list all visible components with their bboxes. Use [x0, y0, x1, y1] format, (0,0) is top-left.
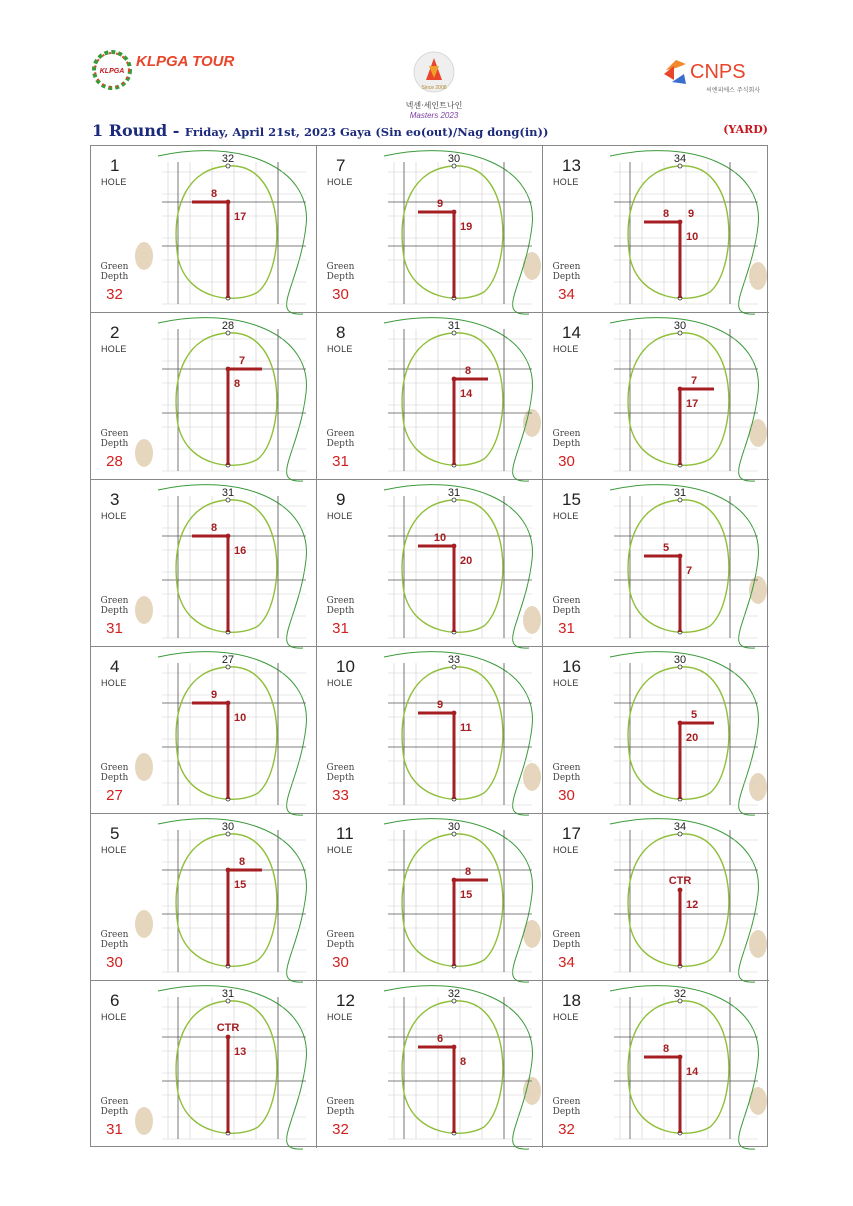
green-depth-value: 33 — [332, 787, 349, 804]
hole-info — [91, 814, 138, 980]
bunker-shape — [135, 439, 153, 467]
pin-side-distance: 5 — [690, 709, 698, 721]
green-outline — [628, 333, 729, 465]
logo-center-line2: Masters 2023 — [409, 111, 459, 120]
rough-line — [158, 819, 306, 982]
hole-card-18 — [543, 981, 769, 1148]
pin-side-distance: 8 — [238, 856, 246, 868]
bunker-shape — [749, 930, 767, 958]
bunker-shape — [135, 242, 153, 270]
pin-side2-distance: 9 — [688, 208, 695, 220]
hole-info — [317, 981, 364, 1148]
hole-number: 3 — [110, 490, 120, 509]
round-detail: Friday, April 21st, 2023 Gaya (Sin eo(out)/Nag dong(in)) — [184, 125, 549, 139]
pin-front-distance: 10 — [234, 712, 247, 724]
pin-front-distance: 20 — [460, 555, 473, 567]
green-outline — [628, 834, 729, 966]
hole-info — [317, 146, 364, 312]
green-outline — [402, 667, 503, 799]
hole-label: HOLE — [553, 511, 579, 521]
green-depth-label: Green Depth — [552, 429, 581, 449]
bunker-shape — [135, 596, 153, 624]
hole-number: 5 — [110, 824, 120, 843]
green-svg — [138, 647, 316, 812]
green-diagram — [138, 981, 316, 1146]
green-svg — [138, 480, 316, 645]
pin-marker — [452, 878, 457, 883]
green-depth-top: 30 — [673, 320, 687, 332]
hole-card-11 — [317, 814, 543, 981]
green-depth-label: Green Depth — [326, 262, 355, 282]
bunker-shape — [135, 910, 153, 938]
cnps-logo — [662, 52, 762, 96]
hole-info — [317, 814, 364, 980]
pin-front-distance: 15 — [234, 879, 247, 891]
hole-card-9 — [317, 480, 543, 647]
green-depth-top: 31 — [447, 320, 461, 332]
green-depth-value: 32 — [332, 1121, 349, 1138]
pin-side-distance: 8 — [210, 522, 218, 534]
hole-info — [91, 647, 138, 813]
hole-card-12 — [317, 981, 543, 1148]
pin-front-distance: 16 — [234, 545, 247, 557]
hole-number: 1 — [110, 156, 120, 175]
green-svg — [364, 313, 542, 478]
pin-side-distance: CTR — [216, 1022, 240, 1034]
green-depth-label: Green Depth — [326, 1097, 355, 1117]
pin-marker — [226, 1035, 231, 1040]
hole-number: 7 — [336, 156, 346, 175]
hole-number: 9 — [336, 490, 346, 509]
green-depth-value: 27 — [106, 787, 123, 804]
pin-marker — [678, 220, 683, 225]
green-outline — [402, 333, 503, 465]
pin-marker — [678, 1055, 683, 1060]
pin-front-distance: 19 — [460, 221, 473, 233]
hole-label: HOLE — [101, 1012, 127, 1022]
green-depth-label: Green Depth — [552, 262, 581, 282]
hole-card-15 — [543, 480, 769, 647]
hole-grid — [90, 145, 768, 1147]
green-depth-label: Green Depth — [326, 429, 355, 449]
pin-marker — [452, 377, 457, 382]
green-svg — [364, 146, 542, 311]
hole-number: 4 — [110, 657, 120, 676]
hole-label: HOLE — [327, 344, 353, 354]
green-depth-value: 30 — [332, 954, 349, 971]
hole-card-6 — [91, 981, 317, 1148]
hole-card-8 — [317, 313, 543, 480]
hole-info — [91, 981, 138, 1148]
green-depth-label: Green Depth — [100, 596, 129, 616]
hole-label: HOLE — [553, 177, 579, 187]
green-diagram — [364, 647, 542, 812]
green-svg — [590, 146, 768, 311]
green-svg — [138, 981, 316, 1146]
pin-front-distance: 8 — [234, 378, 241, 390]
hole-label: HOLE — [101, 511, 127, 521]
pin-marker — [226, 701, 231, 706]
logo-right-text: CNPS — [690, 61, 746, 83]
green-svg — [590, 313, 768, 478]
green-outline — [176, 1001, 277, 1133]
pin-marker — [452, 711, 457, 716]
green-diagram — [138, 814, 316, 979]
hole-info — [543, 981, 590, 1148]
hole-card-13 — [543, 146, 769, 313]
green-depth-top: 27 — [221, 654, 235, 666]
hole-number: 14 — [562, 323, 581, 342]
hole-info — [91, 313, 138, 479]
rough-line — [610, 819, 758, 982]
hole-label: HOLE — [327, 1012, 353, 1022]
hole-card-7 — [317, 146, 543, 313]
hole-info — [543, 146, 590, 312]
hole-info — [91, 146, 138, 312]
hole-info — [91, 480, 138, 646]
pin-side-distance: CTR — [668, 875, 692, 887]
pin-front-distance: 14 — [460, 388, 473, 400]
green-outline — [176, 500, 277, 632]
pin-side-distance: 7 — [238, 355, 246, 367]
hole-label: HOLE — [327, 845, 353, 855]
green-depth-label: Green Depth — [552, 1097, 581, 1117]
hole-number: 16 — [562, 657, 581, 676]
green-depth-value: 31 — [332, 620, 349, 637]
green-outline — [628, 667, 729, 799]
green-depth-value: 31 — [558, 620, 575, 637]
green-svg — [138, 313, 316, 478]
rough-line — [384, 652, 532, 815]
green-outline — [176, 333, 277, 465]
logo-left-text: KLPGA TOUR — [136, 53, 235, 70]
green-diagram — [590, 146, 768, 311]
rough-line — [384, 318, 532, 481]
green-svg — [590, 480, 768, 645]
hole-info — [317, 313, 364, 479]
pin-side-distance: 8 — [210, 188, 218, 200]
pin-marker — [452, 544, 457, 549]
hole-number: 13 — [562, 156, 581, 175]
green-depth-value: 31 — [106, 620, 123, 637]
pin-side-distance: 9 — [436, 198, 444, 210]
hole-label: HOLE — [101, 845, 127, 855]
hole-info — [317, 647, 364, 813]
pin-side-distance: 7 — [690, 375, 698, 387]
green-svg — [138, 814, 316, 979]
hole-info — [317, 480, 364, 646]
pin-side-distance: 6 — [436, 1033, 444, 1045]
green-svg — [590, 814, 768, 979]
hole-label: HOLE — [327, 177, 353, 187]
green-depth-value: 30 — [332, 286, 349, 303]
green-depth-label: Green Depth — [552, 930, 581, 950]
pin-front-distance: 8 — [460, 1056, 467, 1068]
pin-marker — [226, 534, 231, 539]
green-svg — [364, 814, 542, 979]
hole-number: 15 — [562, 490, 581, 509]
rough-line — [158, 485, 306, 648]
green-outline — [628, 1001, 729, 1133]
rough-line — [384, 819, 532, 982]
green-depth-top: 32 — [221, 153, 235, 165]
green-diagram — [590, 981, 768, 1146]
title-row — [92, 121, 768, 143]
green-outline — [176, 834, 277, 966]
green-depth-label: Green Depth — [326, 596, 355, 616]
hole-label: HOLE — [327, 511, 353, 521]
pin-side-distance: 9 — [436, 699, 444, 711]
svg-text:KLPGA: KLPGA — [99, 68, 125, 75]
rough-line — [158, 986, 306, 1149]
rough-line — [384, 485, 532, 648]
pin-marker — [452, 210, 457, 215]
green-diagram — [364, 480, 542, 645]
green-diagram — [590, 480, 768, 645]
green-depth-value: 30 — [106, 954, 123, 971]
green-diagram — [364, 313, 542, 478]
green-svg — [364, 647, 542, 812]
hole-card-14 — [543, 313, 769, 480]
green-svg — [364, 480, 542, 645]
green-diagram — [138, 313, 316, 478]
green-depth-label: Green Depth — [552, 596, 581, 616]
pin-marker — [678, 387, 683, 392]
green-outline — [402, 500, 503, 632]
hole-label: HOLE — [553, 344, 579, 354]
hole-card-3 — [91, 480, 317, 647]
green-depth-top: 34 — [673, 153, 687, 165]
pin-front-distance: 15 — [460, 889, 473, 901]
hole-label: HOLE — [101, 177, 127, 187]
hole-info — [543, 814, 590, 980]
pin-side-distance: 9 — [210, 689, 218, 701]
green-depth-value: 28 — [106, 453, 123, 470]
hole-label: HOLE — [553, 845, 579, 855]
hole-card-10 — [317, 647, 543, 814]
pin-front-distance: 7 — [686, 565, 693, 577]
pin-side-distance: 10 — [433, 532, 447, 544]
rough-line — [158, 652, 306, 815]
pin-front-distance: 14 — [686, 1066, 699, 1078]
green-diagram — [364, 814, 542, 979]
bunker-shape — [523, 763, 541, 791]
green-depth-top: 34 — [673, 821, 687, 833]
hole-number: 11 — [336, 824, 354, 843]
green-depth-label: Green Depth — [100, 1097, 129, 1117]
bunker-shape — [749, 262, 767, 290]
rough-line — [610, 151, 758, 314]
hole-info — [543, 313, 590, 479]
rough-line — [610, 986, 758, 1149]
bunker-shape — [523, 606, 541, 634]
logo-right-subtext: 씨엔피에스 주식회사 — [706, 87, 761, 94]
rough-line — [610, 485, 758, 648]
pin-side-distance: 5 — [662, 542, 670, 554]
pin-marker — [678, 721, 683, 726]
pin-marker — [226, 868, 231, 873]
green-depth-top: 32 — [673, 988, 687, 1000]
green-diagram — [138, 146, 316, 311]
green-depth-top: 33 — [447, 654, 461, 666]
bunker-shape — [135, 1107, 153, 1135]
green-svg — [364, 981, 542, 1146]
svg-text:Since 2008: Since 2008 — [421, 85, 447, 91]
pin-side-distance: 8 — [464, 365, 472, 377]
pin-front-distance: 13 — [234, 1046, 247, 1058]
hole-number: 17 — [562, 824, 581, 843]
rough-line — [610, 318, 758, 481]
green-depth-label: Green Depth — [552, 763, 581, 783]
hole-label: HOLE — [101, 344, 127, 354]
green-depth-top: 31 — [221, 487, 235, 499]
green-diagram — [138, 647, 316, 812]
bunker-shape — [135, 753, 153, 781]
rough-line — [158, 151, 306, 314]
hole-card-4 — [91, 647, 317, 814]
green-depth-top: 31 — [221, 988, 235, 1000]
green-depth-label: Green Depth — [100, 429, 129, 449]
green-svg — [590, 647, 768, 812]
pin-front-distance: 17 — [686, 398, 699, 410]
hole-info — [543, 647, 590, 813]
hole-card-2 — [91, 313, 317, 480]
rough-line — [610, 652, 758, 815]
green-depth-label: Green Depth — [100, 262, 129, 282]
hole-number: 2 — [110, 323, 120, 342]
green-outline — [628, 500, 729, 632]
green-depth-value: 31 — [106, 1121, 123, 1138]
pin-front-distance: 10 — [686, 231, 699, 243]
green-depth-top: 30 — [673, 654, 687, 666]
hole-label: HOLE — [101, 678, 127, 688]
green-outline — [402, 1001, 503, 1133]
green-svg — [590, 981, 768, 1146]
unit-label: (YARD) — [723, 123, 768, 136]
pin-front-distance: 17 — [234, 211, 247, 223]
rough-line — [384, 986, 532, 1149]
pin-front-distance: 20 — [686, 732, 699, 744]
hole-label: HOLE — [553, 1012, 579, 1022]
green-depth-label: Green Depth — [326, 930, 355, 950]
green-outline — [176, 166, 277, 298]
green-depth-top: 30 — [221, 821, 235, 833]
green-diagram — [590, 313, 768, 478]
hole-card-17 — [543, 814, 769, 981]
green-depth-value: 32 — [106, 286, 123, 303]
hole-label: HOLE — [327, 678, 353, 688]
page-title: 1 Round - Friday, April 21st, 2023 Gaya (Sin eo(out)/Nag dong(in)) — [92, 121, 549, 140]
green-outline — [402, 166, 503, 298]
green-depth-value: 30 — [558, 787, 575, 804]
green-depth-top: 31 — [447, 487, 461, 499]
green-depth-top: 30 — [447, 153, 461, 165]
green-depth-label: Green Depth — [100, 763, 129, 783]
hole-number: 6 — [110, 991, 120, 1010]
hole-label: HOLE — [553, 678, 579, 688]
rough-line — [158, 318, 306, 481]
pin-front-distance: 12 — [686, 899, 699, 911]
green-depth-value: 31 — [332, 453, 349, 470]
hole-card-1 — [91, 146, 317, 313]
green-depth-value: 34 — [558, 954, 575, 971]
round-label: 1 Round — [92, 121, 168, 140]
green-depth-value: 34 — [558, 286, 575, 303]
green-diagram — [364, 981, 542, 1146]
green-outline — [176, 667, 277, 799]
green-depth-value: 32 — [558, 1121, 575, 1138]
green-depth-top: 28 — [221, 320, 235, 332]
green-depth-top: 31 — [673, 487, 687, 499]
green-diagram — [590, 647, 768, 812]
klpga-tour-logo — [92, 46, 235, 94]
green-depth-top: 30 — [447, 821, 461, 833]
bunker-shape — [749, 773, 767, 801]
tournament-logo — [396, 48, 472, 122]
hole-number: 10 — [336, 657, 355, 676]
green-svg — [138, 146, 316, 311]
green-depth-value: 30 — [558, 453, 575, 470]
pin-marker — [226, 200, 231, 205]
green-outline — [628, 166, 729, 298]
green-diagram — [138, 480, 316, 645]
green-depth-label: Green Depth — [100, 930, 129, 950]
hole-number: 8 — [336, 323, 346, 342]
pin-marker — [678, 888, 683, 893]
hole-card-16 — [543, 647, 769, 814]
green-depth-top: 32 — [447, 988, 461, 1000]
green-diagram — [590, 814, 768, 979]
hole-number: 18 — [562, 991, 581, 1010]
pin-front-distance: 11 — [460, 722, 472, 734]
pin-marker — [226, 367, 231, 372]
hole-card-5 — [91, 814, 317, 981]
pin-marker — [452, 1045, 457, 1050]
hole-info — [543, 480, 590, 646]
pin-side-distance: 8 — [464, 866, 472, 878]
logo-center-line1: 넥센·세인트나인 — [405, 101, 463, 110]
rough-line — [384, 151, 532, 314]
hole-number: 12 — [336, 991, 355, 1010]
green-diagram — [364, 146, 542, 311]
pin-side-distance: 8 — [662, 208, 670, 220]
pin-marker — [678, 554, 683, 559]
pin-side-distance: 8 — [662, 1043, 670, 1055]
green-outline — [402, 834, 503, 966]
green-depth-label: Green Depth — [326, 763, 355, 783]
